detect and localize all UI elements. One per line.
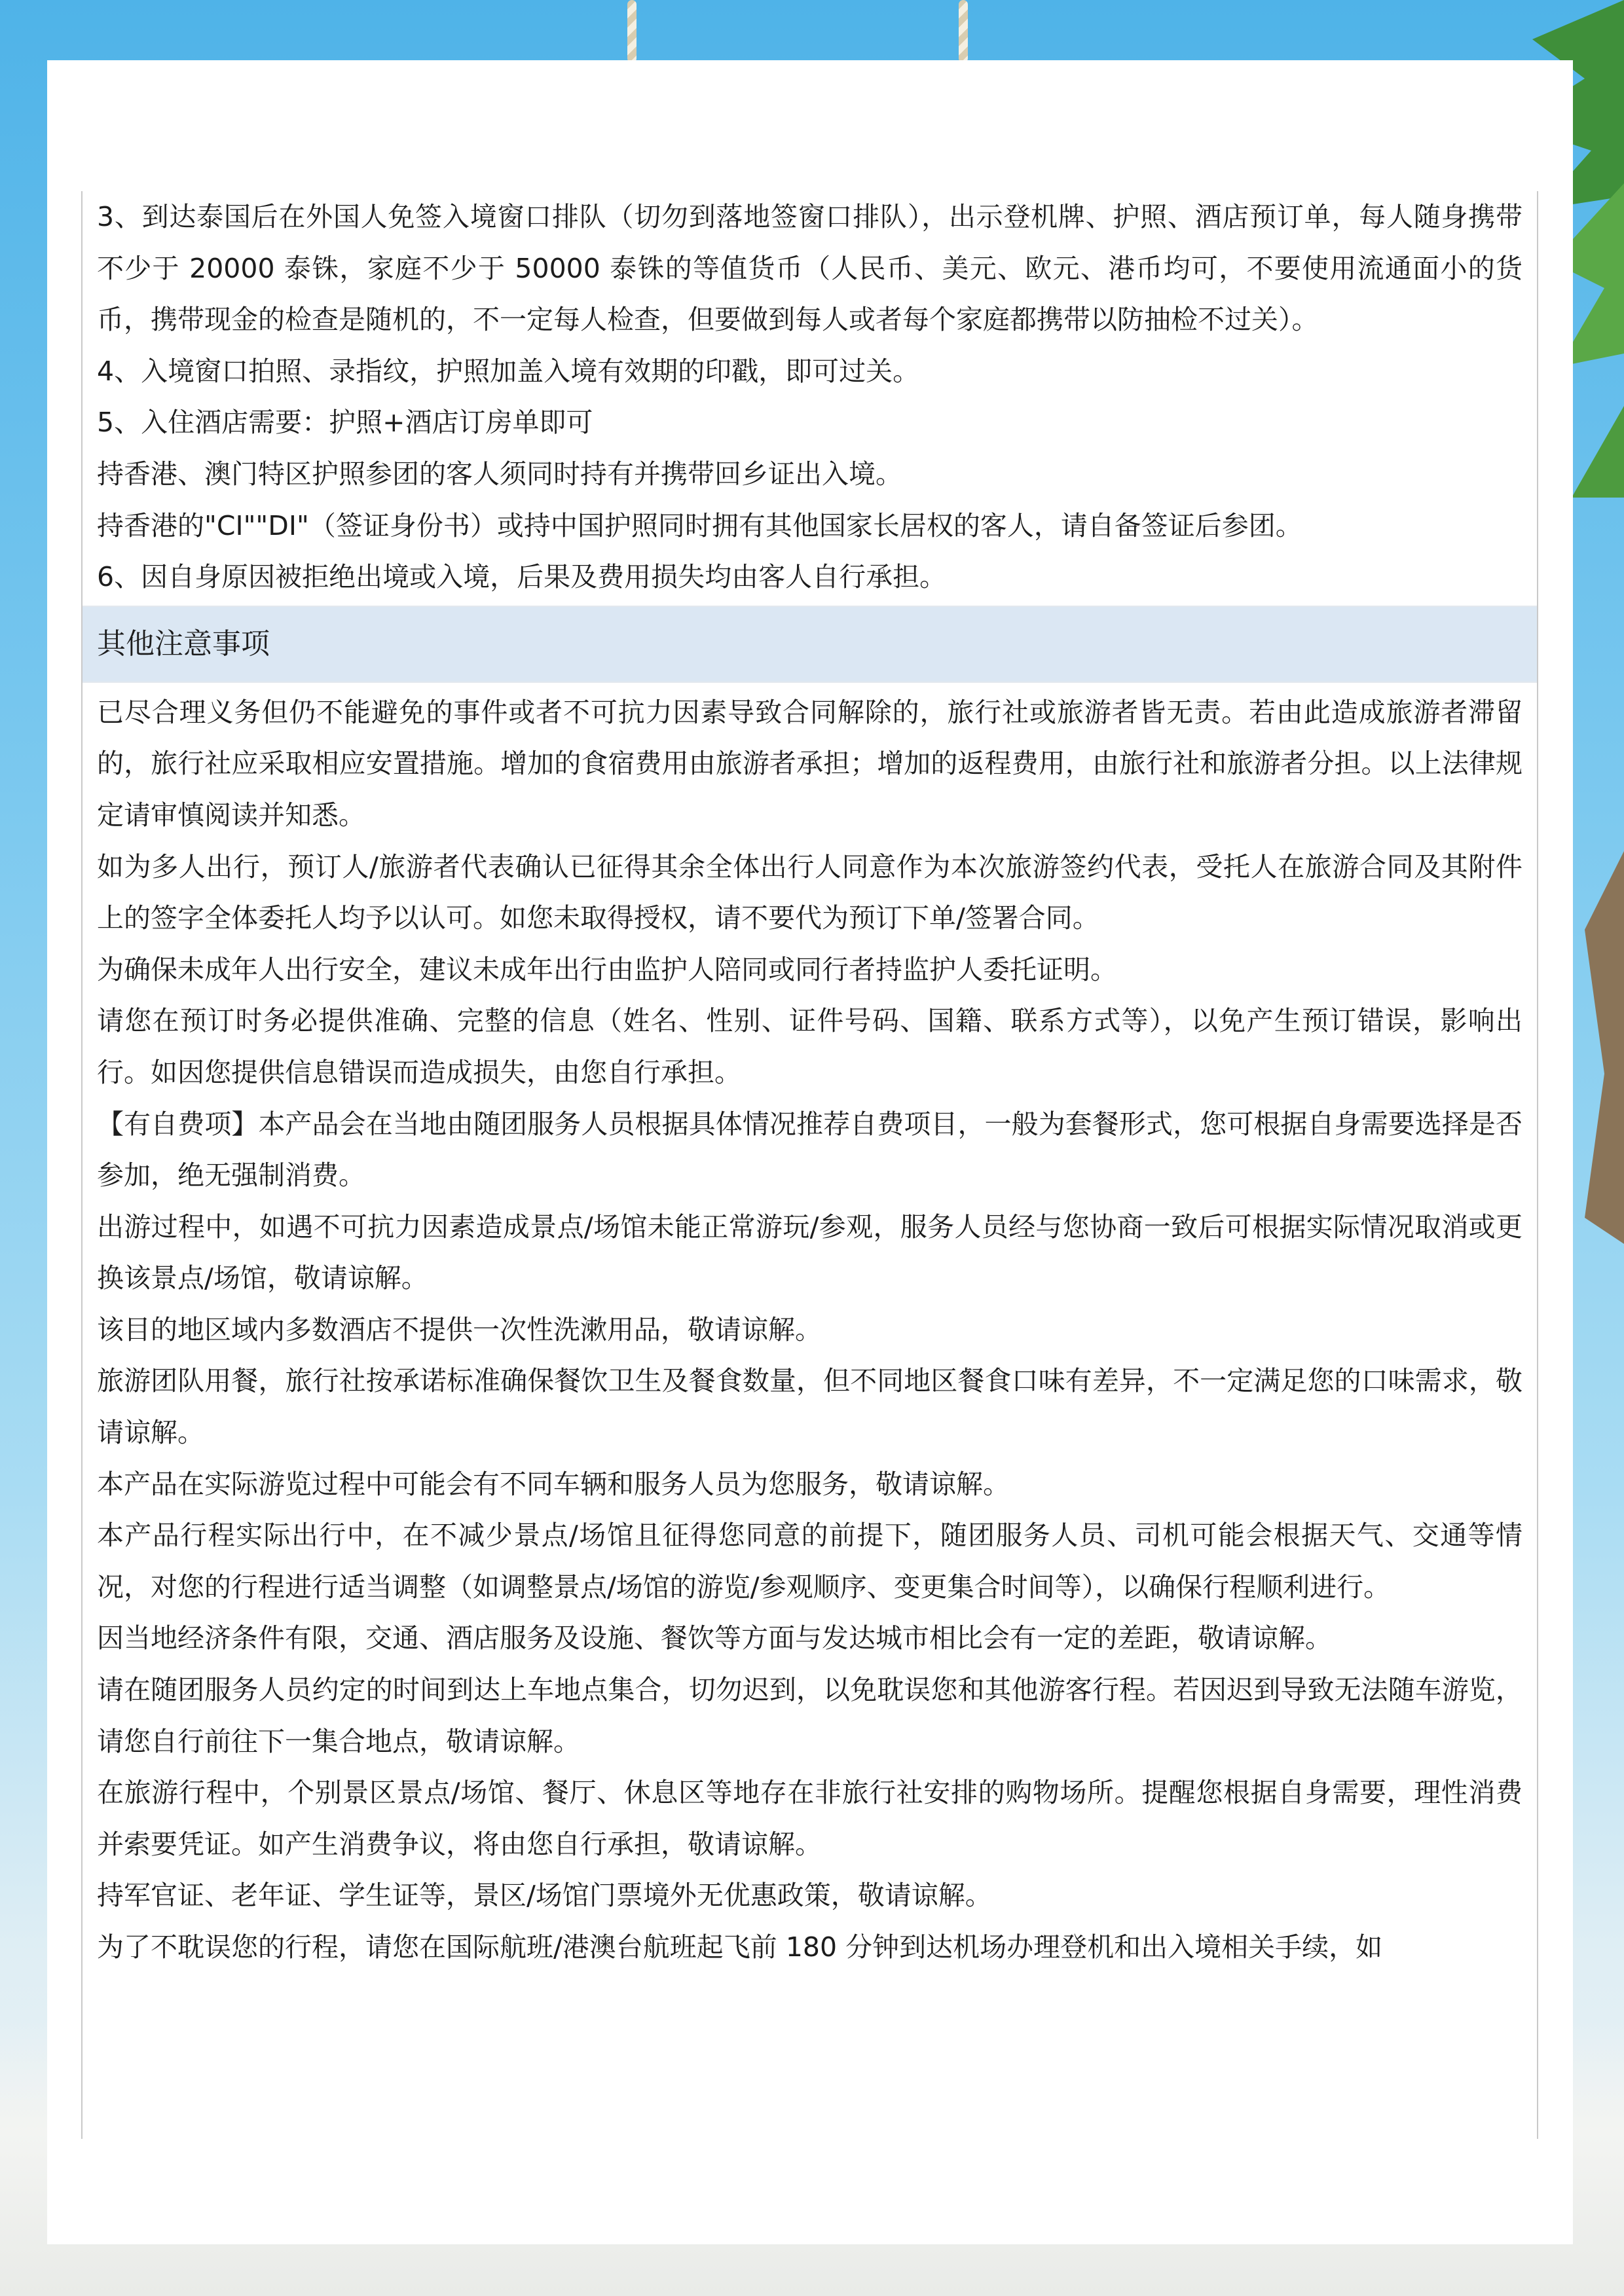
- paragraph: 持香港的"CI""DI"（签证身份书）或持中国护照同时拥有其他国家长居权的客人，请自备签证后参团。: [97, 509, 1302, 541]
- rope-left: [627, 0, 637, 63]
- paragraph: 请您在预订时务必提供准确、完整的信息（姓名、性别、证件号码、国籍、联系方式等），以免产生预订错误，影响出行。如因您提供信息错误而造成损失，由您自行承担。: [97, 1005, 1522, 1088]
- notice-content: [81, 191, 1538, 2139]
- document-page: [47, 60, 1573, 2244]
- paragraph: 因当地经济条件有限，交通、酒店服务及设施、餐饮等方面与发达城市相比会有一定的差距，敬请谅解。: [97, 1622, 1332, 1654]
- paragraph: 旅游团队用餐，旅行社按承诺标准确保餐饮卫生及餐食数量，但不同地区餐食口味有差异，不一定满足您的口味需求，敬请谅解。: [97, 1365, 1522, 1449]
- paragraph: 6、因自身原因被拒绝出境或入境，后果及费用损失均由客人自行承担。: [97, 561, 947, 593]
- paragraph: 本产品行程实际出行中，在不减少景点/场馆且征得您同意的前提下，随团服务人员、司机可能会根据天气、交通等情况，对您的行程进行适当调整（如调整景点/场馆的游览/参观顺序、变更集合时间等），以确保行程顺利进行。: [97, 1520, 1522, 1603]
- section-title: 其他注意事项: [83, 606, 1537, 683]
- paragraph: 为了不耽误您的行程，请您在国际航班/港澳台航班起飞前 180 分钟到达机场办理登机和出入境相关手续，如: [97, 1931, 1383, 1963]
- paragraph: 5、入住酒店需要：护照+酒店订房单即可: [97, 407, 593, 439]
- paragraph: 3、到达泰国后在外国人免签入境窗口排队（切勿到落地签窗口排队），出示登机牌、护照、酒店预订单，每人随身携带不少于 20000 泰铢，家庭不少于 50000 泰铢的等值货币（人民币、美元、欧元、港币均可，不要使用流通面小的货币，携带现金的检查是随机的，不一定每人检查，但要做到每人或者每个家庭都携带以防抽检不过关）。: [97, 201, 1522, 336]
- paragraph: 本产品在实际游览过程中可能会有不同车辆和服务人员为您服务，敬请谅解。: [97, 1468, 1010, 1500]
- paragraph: 为确保未成年人出行安全，建议未成年出行由监护人陪同或同行者持监护人委托证明。: [97, 953, 1117, 985]
- paragraph: 【有自费项】本产品会在当地由随团服务人员根据具体情况推荐自费项目，一般为套餐形式，您可根据自身需要选择是否参加，绝无强制消费。: [97, 1108, 1522, 1192]
- paragraph: 在旅游行程中，个别景区景点/场馆、餐厅、休息区等地存在非旅行社安排的购物场所。提醒您根据自身需要，理性消费并索要凭证。如产生消费争议，将由您自行承担，敬请谅解。: [97, 1777, 1522, 1860]
- paragraph: 如为多人出行，预订人/旅游者代表确认已征得其余全体出行人同意作为本次旅游签约代表，受托人在旅游合同及其附件上的签字全体委托人均予以认可。如您未取得授权，请不要代为预订下单/签署合同。: [97, 850, 1522, 934]
- paragraph: 出游过程中，如遇不可抗力因素造成景点/场馆未能正常游玩/参观，服务人员经与您协商一致后可根据实际情况取消或更换该景点/场馆，敬请谅解。: [97, 1211, 1522, 1294]
- paragraph: 4、入境窗口拍照、录指纹，护照加盖入境有效期的印戳，即可过关。: [97, 355, 920, 387]
- paragraph: 持军官证、老年证、学生证等，景区/场馆门票境外无优惠政策，敬请谅解。: [97, 1880, 992, 1912]
- paragraph: 请在随团服务人员约定的时间到达上车地点集合，切勿迟到，以免耽误您和其他游客行程。若因迟到导致无法随车游览，请您自行前往下一集合地点，敬请谅解。: [97, 1674, 1522, 1757]
- rope-right: [959, 0, 968, 63]
- paragraph: 持香港、澳门特区护照参团的客人须同时持有并携带回乡证出入境。: [97, 458, 902, 490]
- paragraph: 已尽合理义务但仍不能避免的事件或者不可抗力因素导致合同解除的，旅行社或旅游者皆无责。若由此造成旅游者滞留的，旅行社应采取相应安置措施。增加的食宿费用由旅游者承担；增加的返程费用，由旅行社和旅游者分担。以上法律规定请审慎阅读并知悉。: [97, 696, 1522, 831]
- paragraph: 该目的地区域内多数酒店不提供一次性洗漱用品，敬请谅解。: [97, 1313, 822, 1345]
